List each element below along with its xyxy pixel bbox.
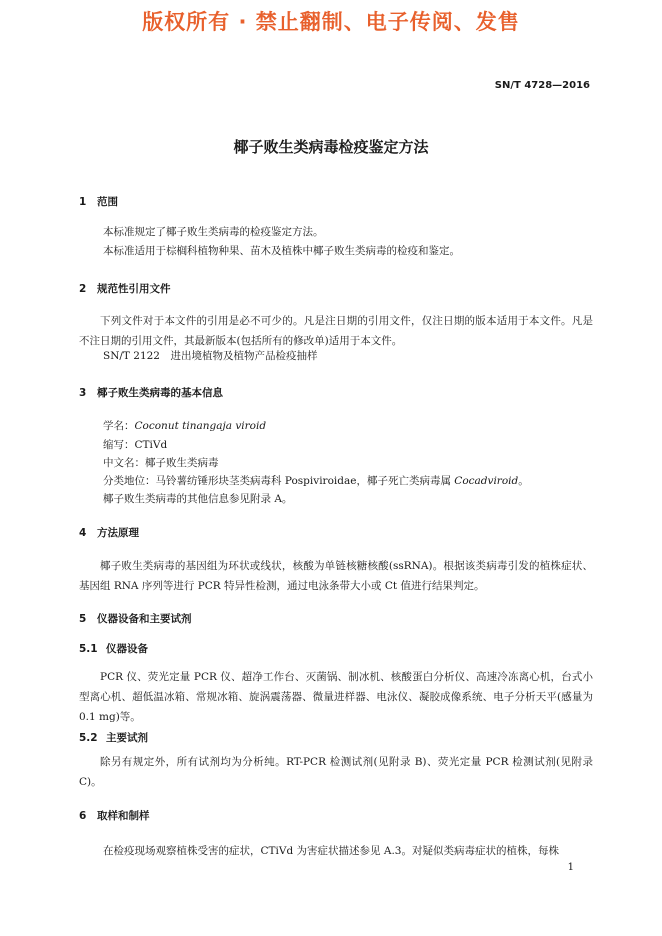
- classification-text: 分类地位：马铃薯纺锤形块茎类病毒科 Pospiviroidae，椰子死亡类病毒属: [103, 475, 455, 487]
- section-1-heading: [79, 194, 118, 209]
- standard-number: SN/T 4728—2016: [494, 80, 590, 91]
- section-3-heading: [79, 385, 223, 400]
- section-title: 规范性引用文件: [97, 283, 171, 295]
- abbreviation-line: 缩写：CTiVd: [103, 439, 168, 451]
- section-number: 6: [79, 810, 87, 822]
- subsection-number: 5.1: [79, 643, 98, 655]
- subsection-5-2-heading: [79, 730, 148, 745]
- section-title: 方法原理: [97, 527, 139, 539]
- section-number: 5: [79, 613, 87, 625]
- section-4-heading: [79, 525, 139, 540]
- section-number: 2: [79, 283, 87, 295]
- section-1-paragraph-1: 本标准规定了椰子败生类病毒的检疫鉴定方法。: [103, 226, 324, 238]
- subsection-5-1-heading: [79, 641, 148, 656]
- section-title: 范围: [97, 196, 118, 208]
- subsection-title: 主要试剂: [106, 732, 148, 744]
- scientific-name: Coconut tinangaja viroid: [134, 420, 267, 432]
- section-2-paragraph: 下列文件对于本文件的引用是必不可少的。凡是注日期的引用文件，仅注日期的版本适用于本文件。凡是不注日期的引用文件，其最新版本(包括所有的修改单)适用于本文件。: [79, 315, 593, 347]
- normative-reference: SN/T 2122 进出境植物及植物产品检疫抽样: [103, 350, 318, 362]
- section-1-paragraph-2: 本标准适用于棕榈科植物种果、苗木及植株中椰子败生类病毒的检疫和鉴定。: [103, 245, 460, 257]
- section-2-heading: [79, 281, 171, 296]
- subsection-number: 5.2: [79, 732, 98, 744]
- section-number: 4: [79, 527, 87, 539]
- subsection-5-1-paragraph: PCR 仪、荧光定量 PCR 仪、超净工作台、灭菌锅、制冰机、核酸蛋白分析仪、高速冷冻离心机，台式小型离心机、超低温冰箱、常规冰箱、旋涡震荡器、微量进样器、电泳仪、凝胶成像系统、电子分析天平(感量为 0.1 mg)等。: [79, 671, 593, 723]
- section-title: 取样和制样: [97, 810, 150, 822]
- section-title: 椰子败生类病毒的基本信息: [97, 387, 223, 399]
- subsection-title: 仪器设备: [106, 643, 148, 655]
- section-title: 仪器设备和主要试剂: [97, 613, 192, 625]
- section-4-paragraph: 椰子败生类病毒的基因组为环状或线状，核酸为单链核糖核酸(ssRNA)。根据该类病毒引发的植株症状、基因组 RNA 序列等进行 PCR 特异性检测，通过电泳条带大小或 Ct 值进行结果判定。: [79, 560, 593, 592]
- genus-name: Cocadviroid: [454, 475, 519, 487]
- page-number: 1: [567, 862, 574, 873]
- section-6-paragraph: 在检疫现场观察植株受害的症状，CTiVd 为害症状描述参见 A.3。对疑似类病毒症状的植株，每株: [103, 845, 559, 857]
- other-info-line: 椰子败生类病毒的其他信息参见附录 A。: [103, 493, 293, 505]
- subsection-5-2-paragraph: 除另有规定外，所有试剂均为分析纯。RT-PCR 检测试剂(见附录 B)、荧光定量 PCR 检测试剂(见附录 C)。: [79, 756, 593, 788]
- classification-end: 。: [518, 475, 529, 487]
- copyright-banner: 版权所有 · 禁止翻制、电子传阅、发售: [142, 10, 520, 34]
- section-number: 3: [79, 387, 87, 399]
- classification-line: [103, 473, 529, 488]
- scientific-name-line: [103, 418, 266, 433]
- section-6-heading: [79, 808, 150, 823]
- document-title: 椰子败生类病毒检疫鉴定方法: [233, 138, 429, 156]
- section-5-heading: [79, 611, 192, 626]
- section-number: 1: [79, 196, 87, 208]
- chinese-name-line: 中文名：椰子败生类病毒: [103, 457, 219, 469]
- scientific-name-label: 学名：: [103, 420, 135, 432]
